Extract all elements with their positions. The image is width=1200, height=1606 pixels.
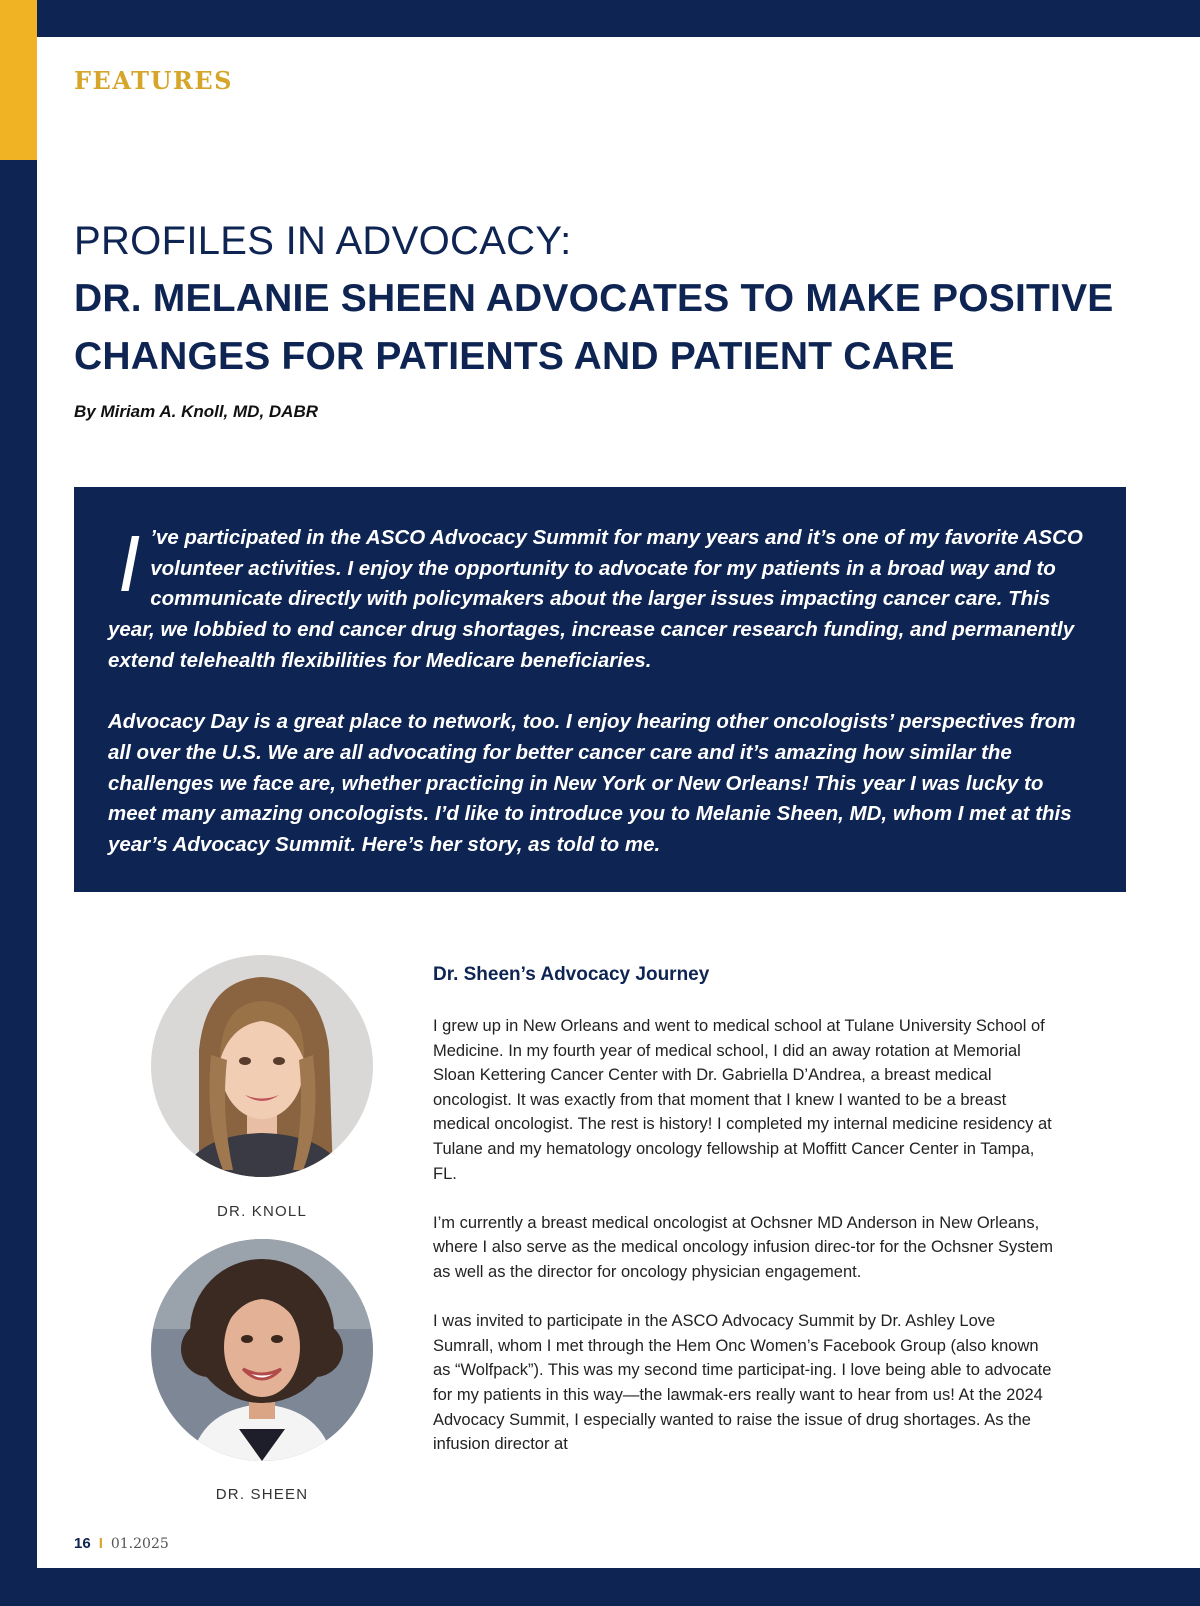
- page-footer: [74, 1535, 169, 1552]
- section-label: FEATURES: [74, 66, 233, 95]
- drop-cap: I: [118, 519, 141, 608]
- dr-knoll-portrait: [151, 955, 373, 1177]
- top-border-bar: [0, 0, 1200, 37]
- headline-main: DR. MELANIE SHEEN ADVOCATES TO MAKE POSITIVE CHANGES FOR PATIENTS AND PATIENT CARE: [74, 277, 1114, 378]
- dr-knoll-caption: DR. KNOLL: [217, 1203, 307, 1220]
- dr-sheen-portrait-illustration: [151, 1239, 373, 1461]
- callout-paragraph-1-text: ’ve participated in the ASCO Advocacy Summit for many years and it’s one of my favorite ASCO volunteer activities. I enjoy the opportunity to advocate for my patients in a broad way and to communicate directly with policymakers about the larger issues impacting cancer care. This year, we lobbied to end cancer drug shortages, increase cancer research funding, and permanently extend telehealth flexibilities for Medicare beneficiaries.: [108, 526, 1083, 672]
- headline-kicker: PROFILES IN ADVOCACY:: [74, 219, 572, 263]
- article-heading: Dr. Sheen’s Advocacy Journey: [433, 964, 710, 985]
- article-body: [433, 962, 1053, 1481]
- left-accent-bar: [0, 0, 37, 160]
- footer-separator: I: [98, 1535, 103, 1552]
- dr-sheen-caption: DR. SHEEN: [215, 1486, 309, 1503]
- left-border-bar: [0, 0, 37, 1606]
- article-paragraph-2: I’m currently a breast medical oncologist at Ochsner MD Anderson in New Orleans, where I also serve as the medical oncology infusion direc-tor for the Ochsner System as well as the director for oncology physician engagement.: [433, 1213, 1053, 1281]
- article-paragraph-1: I grew up in New Orleans and went to medical school at Tulane University School of Medicine. In my fourth year of medical school, I did an away rotation at Memorial Sloan Kettering Cancer Center with Dr. Gabriella D’Andrea, a breast medical oncologist. It was exactly from that moment that I knew I wanted to be a breast medical oncologist. The rest is history! I completed my internal medicine residency at Tulane and my hematology oncology fellowship at Moffitt Cancer Center in Tampa, FL.: [433, 1017, 1052, 1183]
- callout-paragraph-1: [108, 519, 1090, 677]
- page-number: 16: [74, 1535, 91, 1552]
- bottom-border-bar: [0, 1568, 1200, 1606]
- issue-date: 01.2025: [110, 1536, 169, 1552]
- headline: [74, 212, 1134, 386]
- byline: By Miriam A. Knoll, MD, DABR: [74, 402, 318, 421]
- article-paragraph-3: I was invited to participate in the ASCO Advocacy Summit by Dr. Ashley Love Sumrall, whom I met through the Hem Onc Women’s Facebook Group (also known as “Wolfpack”). This was my second time participat-ing. I love being able to advocate for my patients in this way—the lawmak-ers really want to hear from us! At the 2024 Advocacy Summit, I especially wanted to raise the issue of drug shortages. As the infusion director at: [433, 1312, 1052, 1454]
- dr-knoll-portrait-illustration: [151, 955, 373, 1177]
- callout-paragraph-2: Advocacy Day is a great place to network, too. I enjoy hearing other oncologists’ perspectives from all over the U.S. We are all advocating for better cancer care and it’s amazing how similar the challenges we face are, whether practicing in New York or New Orleans! This year I was lucky to meet many amazing oncologists. I’d like to introduce you to Melanie Sheen, MD, whom I met at this year’s Advocacy Summit. Here’s her story, as told to me.: [108, 710, 1076, 857]
- intro-callout-box: [74, 487, 1126, 892]
- dr-sheen-portrait: [151, 1239, 373, 1461]
